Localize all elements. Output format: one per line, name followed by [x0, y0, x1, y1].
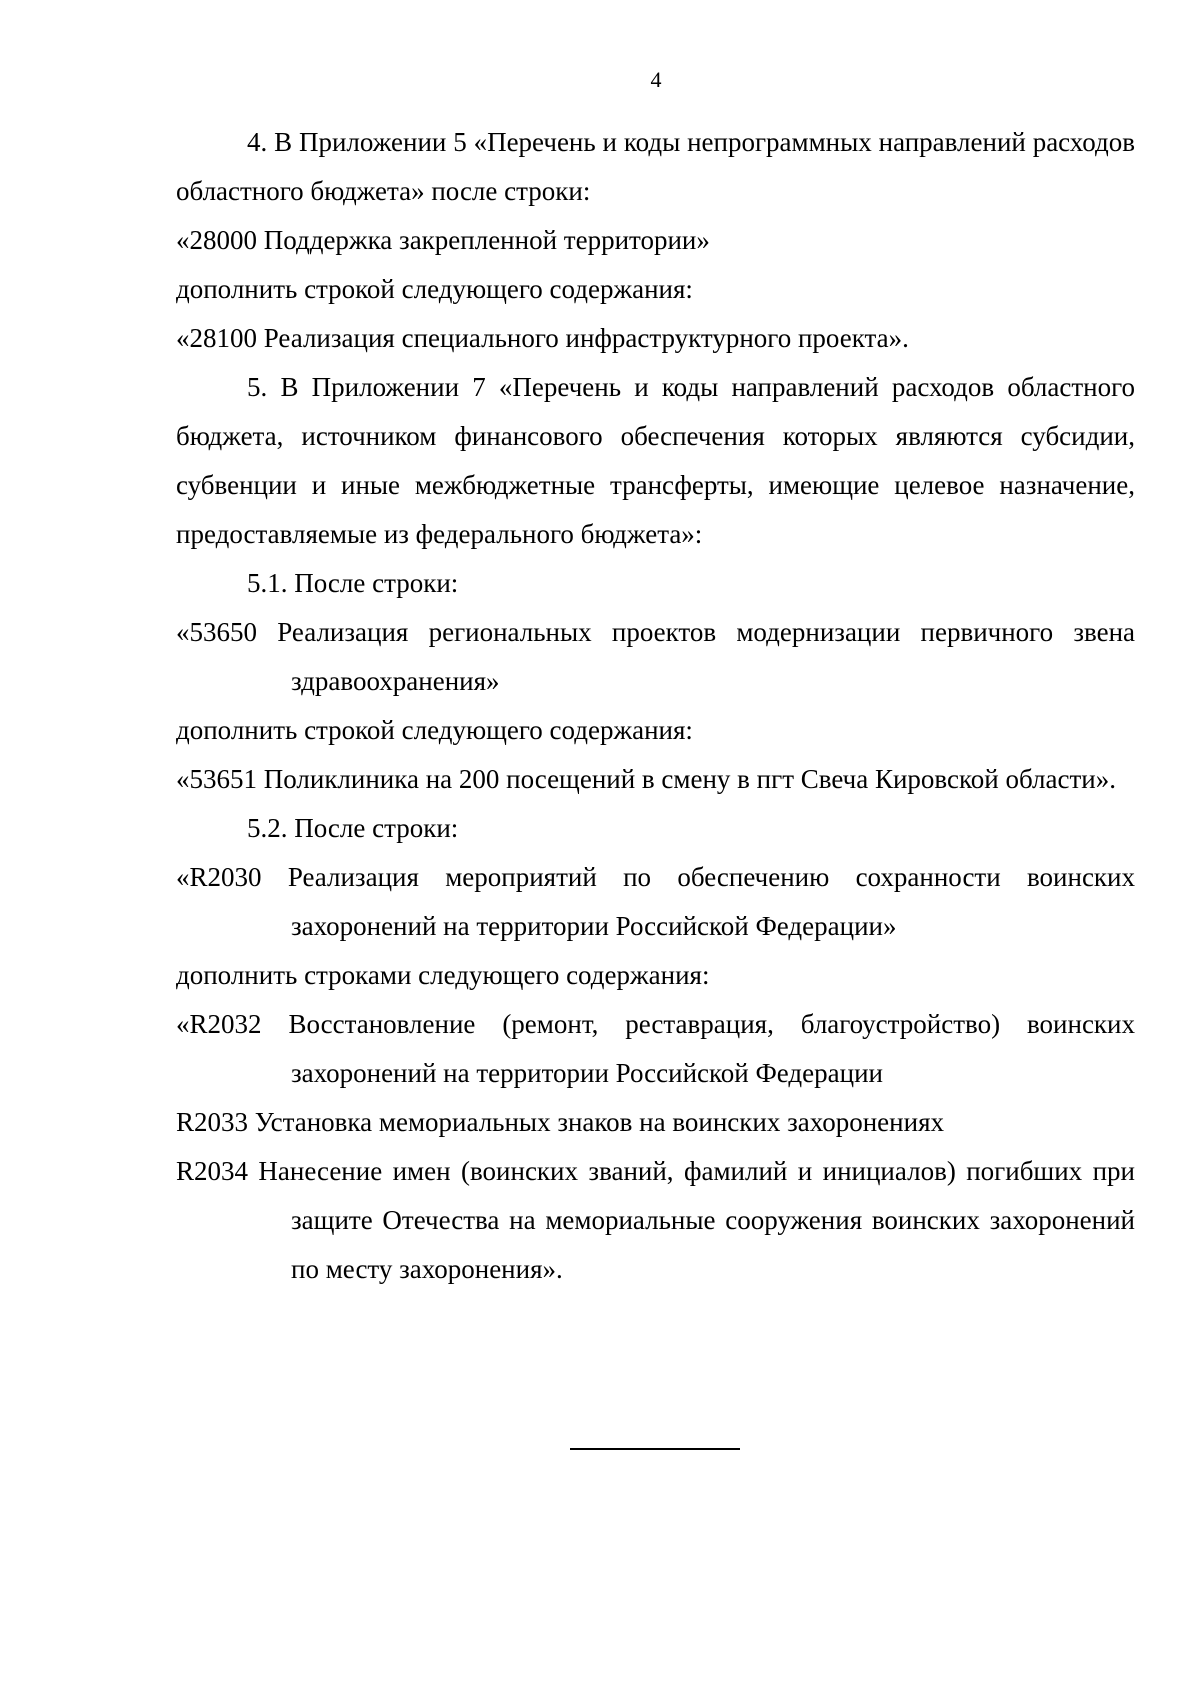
- code-line-28000: «28000 Поддержка закрепленной территории»: [176, 225, 710, 255]
- code-line-r2032: «R2032 Восстановление (ремонт, реставрация, благоустройство) воинских захоронений на территории Российской Федерации: [176, 1009, 1135, 1088]
- instruction-line: дополнить строкой следующего содержания:: [176, 715, 693, 745]
- code-line-r2033: R2033 Установка мемориальных знаков на воинских захоронениях: [176, 1107, 944, 1137]
- page-number: 4: [650, 67, 662, 92]
- code-line-28100: «28100 Реализация специального инфраструктурного проекта».: [176, 323, 909, 353]
- instruction-line: дополнить строкой следующего содержания:: [176, 274, 693, 304]
- code-line-53651: «53651 Поликлиника на 200 посещений в смену в пгт Свеча Кировской области».: [176, 764, 1116, 794]
- paragraph-item-5: 5. В Приложении 7 «Перечень и коды направлений расходов областного бюджета, источником финансового обеспечения которых являются субсидии, субвенции и иные межбюджетные трансферты, имеющие целевое назначение, предоставляемые из федерального бюджета»:: [176, 372, 1135, 549]
- instruction-line: дополнить строками следующего содержания:: [176, 960, 710, 990]
- paragraph-item-4: 4. В Приложении 5 «Перечень и коды непрограммных направлений расходов областного бюджета» после строки:: [176, 127, 1135, 206]
- end-of-document-rule: [570, 1448, 740, 1450]
- code-line-53650: «53650 Реализация региональных проектов модернизации первичного звена здравоохранения»: [176, 617, 1135, 696]
- code-line-r2034: R2034 Нанесение имен (воинских званий, фамилий и инициалов) погибших при защите Отечества на мемориальные сооружения воинских захоронений по месту захоронения».: [176, 1156, 1135, 1284]
- subparagraph-5-1: 5.1. После строки:: [247, 568, 459, 598]
- document-body: [176, 118, 1135, 1294]
- subparagraph-5-2: 5.2. После строки:: [247, 813, 459, 843]
- code-line-r2030: «R2030 Реализация мероприятий по обеспечению сохранности воинских захоронений на территории Российской Федерации»: [176, 862, 1135, 941]
